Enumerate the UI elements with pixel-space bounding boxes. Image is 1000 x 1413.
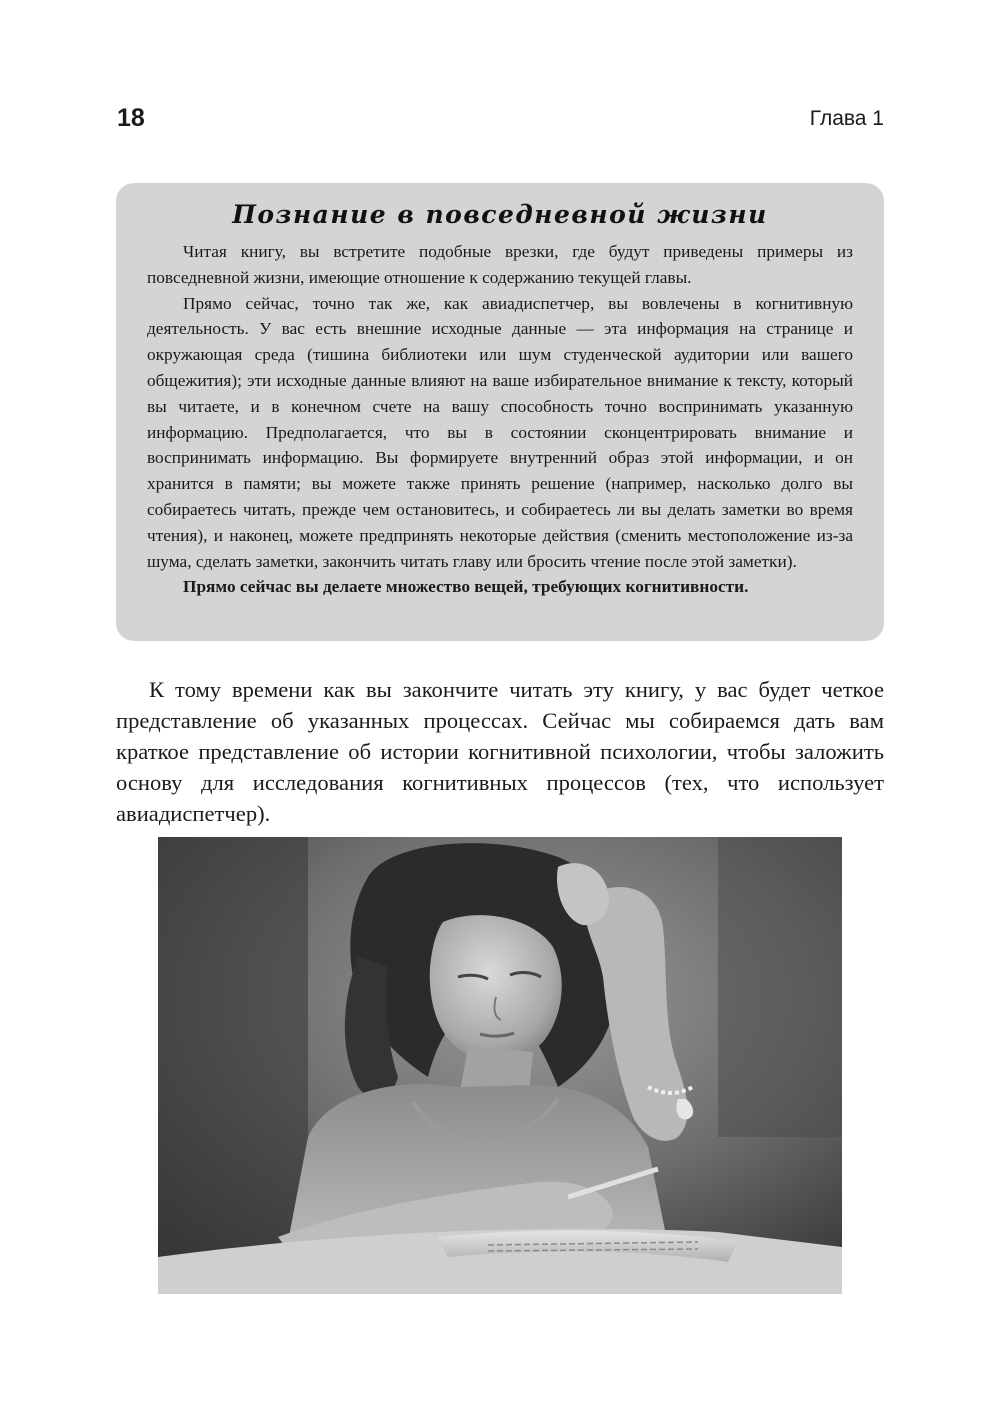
sidebar-box: [116, 183, 884, 641]
sidebar-paragraph-2: Прямо сейчас, точно так же, как авиадиспетчер, вы вовлечены в когнитивную деятельность. У вас есть внешние исходные данные — эта информация на странице и окружающая среда (тишина библиотеки или шум студенческой аудитории или вашего общежития); эти исходные данные влияют на ваше избирательное внимание к тексту, который вы читаете, и в конечном счете на вашу способность точно воспринимать указанную информацию. Предполагается, что вы в состоянии сконцентрировать внимание и воспринимать информацию. Вы формируете внутренний образ этой информации, и он хранится в памяти; вы можете также принять решение (например, насколько долго вы собираетесь читать, прежде чем остановитесь, и собираетесь ли вы делать заметки во время чтения), и наконец, можете предпринять некоторые действия (сменить местоположение из-за шума, сделать заметки, закончить читать главу или бросить чтение после этой заметки).: [147, 293, 853, 571]
page-number: 18: [117, 104, 145, 132]
sidebar-bold-paragraph: Прямо сейчас вы делаете множество вещей, требующих когнитивности.: [183, 577, 749, 597]
sidebar-paragraph-1: Читая книгу, вы встретите подобные врезки, где будут приведены примеры из повседневной жизни, имеющие отношение к содержанию текущей главы.: [147, 242, 853, 287]
chapter-running-head: Глава 1: [809, 107, 884, 130]
sidebar-title: Познание в повседневной жизни: [232, 200, 768, 229]
student-reading-photo: [158, 837, 842, 1294]
body-paragraph: К тому времени как вы закончите читать эту книгу, у вас будет четкое представление об указанных процессах. Сейчас мы собираемся дать вам краткое представление об истории когнитивной психологии, чтобы заложить основу для исследования когнитивных процессов (тех, что использует авиадиспетчер).: [116, 677, 884, 826]
